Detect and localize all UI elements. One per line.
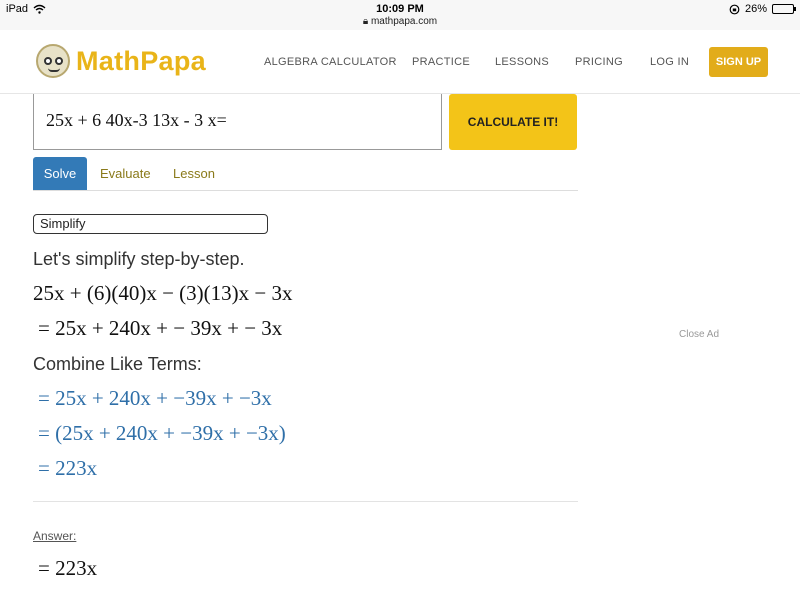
math-step-3-text: = 25x + 240x + −39x + −3x [38, 386, 272, 410]
sign-up-button[interactable]: SIGN UP [709, 47, 768, 77]
url-text: mathpapa.com [370, 16, 438, 27]
status-time: 10:09 PM [376, 3, 424, 15]
battery-icon [772, 4, 794, 14]
logo-eye-icon [44, 57, 52, 65]
logo-face-icon [36, 44, 70, 78]
site-header [0, 30, 800, 94]
answer-value [38, 556, 97, 581]
tab-divider [33, 190, 578, 191]
method-select[interactable]: Simplify [33, 214, 268, 234]
nav-link-pricing[interactable]: PRICING [575, 56, 623, 68]
logo-eye-icon [55, 57, 63, 65]
answer-divider [33, 501, 578, 502]
status-right [729, 3, 794, 15]
nav-link-log-in[interactable]: LOG IN [650, 56, 690, 68]
logo-text: MathPapa [76, 45, 206, 76]
logo[interactable] [36, 44, 206, 78]
calculate-button[interactable]: CALCULATE IT! [449, 94, 577, 150]
math-step-2 [38, 316, 282, 341]
device-label: iPad [6, 3, 29, 15]
nav-link-algebra-calculator[interactable]: ALGEBRA CALCULATOR [264, 56, 397, 68]
math-step-2-text: = 25x + 240x + − 39x + − 3x [38, 316, 283, 340]
logo-mouth-icon [48, 68, 60, 72]
lock-icon: 🔒︎ [362, 16, 369, 27]
answer-label: Answer: [33, 529, 77, 543]
combine-label: Combine Like Terms: [33, 354, 202, 374]
status-bar [0, 0, 800, 30]
tab-lesson[interactable]: Lesson [173, 166, 215, 181]
math-step-5 [38, 456, 97, 481]
nav-link-practice[interactable]: PRACTICE [412, 56, 471, 68]
math-step-4 [38, 421, 286, 446]
answer-value-text: = 223x [38, 556, 98, 580]
battery-percent: 26% [744, 3, 767, 15]
tab-evaluate[interactable]: Evaluate [100, 166, 151, 181]
intro-text: Let's simplify step-by-step. [33, 249, 245, 269]
math-step-3 [38, 386, 272, 411]
math-step-4-text: = (25x + 240x + −39x + −3x) [38, 421, 286, 445]
math-step-1-text: 25x + (6)(40)x − (3)(13)x − 3x [33, 281, 293, 305]
equation-input[interactable]: 25x + 6 40x-3 13x - 3 x= [33, 94, 442, 150]
close-ad-link[interactable]: Close Ad [679, 329, 720, 340]
tab-solve[interactable]: Solve [33, 157, 87, 190]
address-bar[interactable] [0, 16, 800, 27]
orientation-lock-icon [729, 4, 740, 15]
nav-link-lessons[interactable]: LESSONS [495, 56, 550, 68]
math-step-5-text: = 223x [38, 456, 98, 480]
math-step-1 [33, 281, 292, 306]
